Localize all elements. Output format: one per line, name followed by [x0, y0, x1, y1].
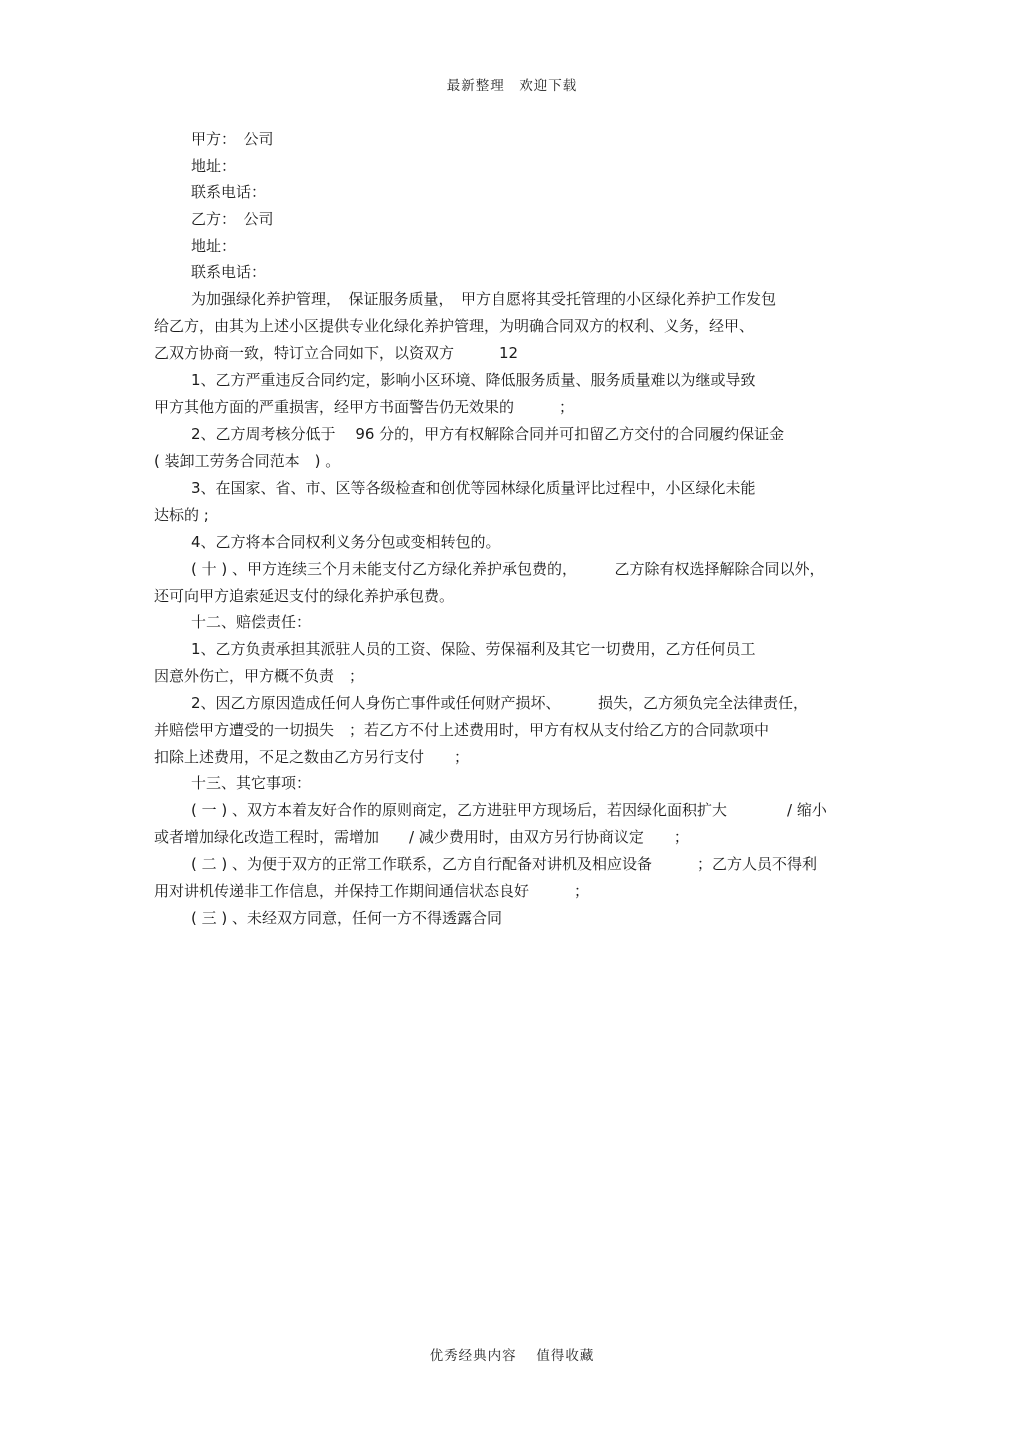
section-13-item-1-line-1: ( 一 ) 、双方本着友好合作的原则商定，乙方进驻甲方现场后，若因绿化面积扩大 / 缩小	[191, 801, 827, 819]
page-footer: 优秀经典内容 值得收藏	[429, 1348, 595, 1364]
section-12-item-1-line-2: 因意外伤亡，甲方概不负责 ；	[154, 667, 365, 685]
section-12-item-2-line-3: 扣除上述费用，不足之数由乙方另行支付 ；	[154, 748, 470, 766]
clause-1-line-2: 甲方其他方面的严重损害，经甲方书面警告仍无效果的 ；	[154, 398, 575, 416]
section-13-item-2-line-1: ( 二 ) 、为便于双方的正常工作联系，乙方自行配备对讲机及相应设备 ；乙方人员不得利	[191, 855, 818, 873]
clause-2-line-1: 2、乙方周考核分低于 96 分的，甲方有权解除合同并可扣留乙方交付的合同履约保证金	[191, 425, 785, 443]
clause-3-line-2: 达标的 ;	[154, 506, 209, 524]
section-13-item-2-line-2: 用对讲机传递非工作信息，并保持工作期间通信状态良好 ；	[154, 882, 590, 900]
page-header: 最新整理 欢迎下载	[446, 78, 578, 94]
party-b-name: 乙方： 公司	[191, 210, 274, 228]
party-a-phone: 联系电话：	[191, 183, 267, 201]
party-b-address: 地址：	[191, 237, 237, 255]
section-13-heading: 十三、其它事项：	[191, 774, 312, 792]
clause-ten-line-2: 还可向甲方追索延迟支付的绿化养护承包费。	[154, 587, 455, 605]
preamble-line-2: 给乙方，由其为上述小区提供专业化绿化养护管理，为明确合同双方的权利、义务，经甲、	[154, 317, 755, 335]
clause-2-line-2: ( 装卸工劳务合同范本 ) 。	[154, 452, 341, 470]
clause-4: 4、乙方将本合同权利义务分包或变相转包的。	[191, 533, 501, 551]
clause-ten-line-1: ( 十 ) 、甲方连续三个月未能支付乙方绿化养护承包费的， 乙方除有权选择解除合同以外，	[191, 560, 825, 578]
party-a-address: 地址：	[191, 157, 237, 175]
clause-3-line-1: 3、在国家、省、市、区等各级检查和创优等园林绿化质量评比过程中，小区绿化未能	[191, 479, 756, 497]
section-12-item-2-line-2: 并赔偿甲方遭受的一切损失 ；若乙方不付上述费用时，甲方有权从支付给乙方的合同款项中	[154, 721, 770, 739]
section-12-item-2-line-1: 2、因乙方原因造成任何人身伤亡事件或任何财产损坏、 损失，乙方须负完全法律责任，	[191, 694, 809, 712]
clause-1-line-1: 1、乙方严重违反合同约定，影响小区环境、降低服务质量、服务质量难以为继或导致	[191, 371, 756, 389]
party-a-name: 甲方： 公司	[191, 130, 274, 148]
preamble-line-1: 为加强绿化养护管理， 保证服务质量， 甲方自愿将其受托管理的小区绿化养护工作发包	[191, 290, 777, 308]
preamble-line-3: 乙双方协商一致，特订立合同如下，以资双方 12	[154, 344, 519, 362]
party-b-phone: 联系电话：	[191, 263, 267, 281]
section-12-heading: 十二、赔偿责任：	[191, 613, 312, 631]
section-13-item-3: ( 三 ) 、未经双方同意，任何一方不得透露合同	[191, 909, 503, 927]
section-13-item-1-line-2: 或者增加绿化改造工程时，需增加 / 减少费用时，由双方另行协商议定 ；	[154, 828, 689, 846]
section-12-item-1-line-1: 1、乙方负责承担其派驻人员的工资、保险、劳保福利及其它一切费用，乙方任何员工	[191, 640, 756, 658]
